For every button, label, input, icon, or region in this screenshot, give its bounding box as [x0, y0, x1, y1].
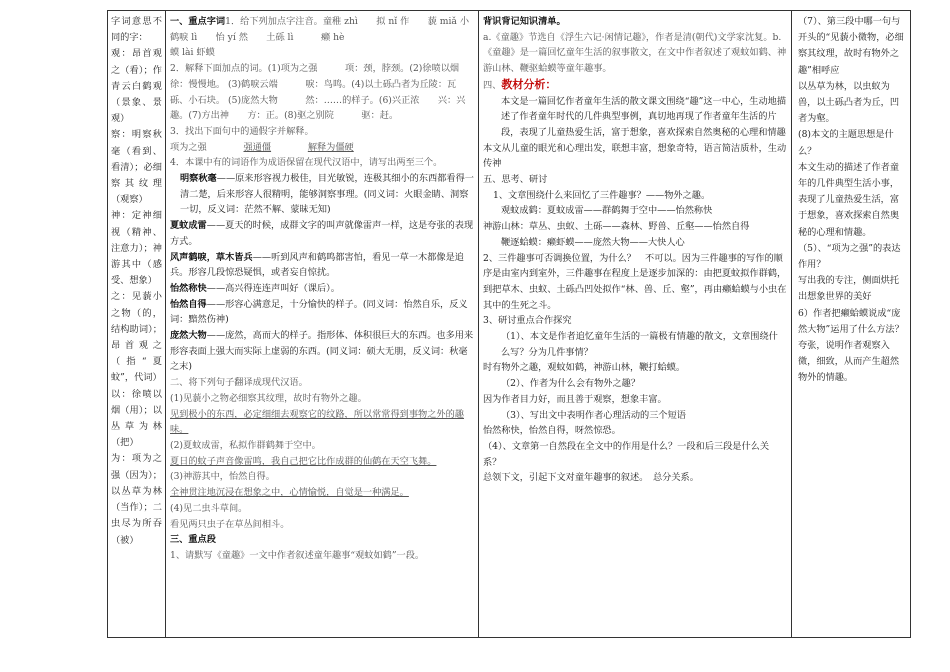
section-number: 四、	[483, 79, 502, 91]
worksheet-table	[107, 10, 911, 638]
translate-answer: 全神贯注地沉浸在想象之中，心情愉悦，自觉是一种满足。	[170, 487, 409, 499]
dictation-task: 1、请默写《童趣》一文中作者叙述童年趣事“观蚊如鹤”一段。	[170, 549, 425, 561]
answer: 时有物外之趣，观蚊如鹤，神游山林，鞭打蛤蟆。	[483, 362, 686, 374]
answer: 本文生动的描述了作者童年的几件典型生活小事，表现了儿童热爱生活，富于想象，喜欢探索自然奥秘的心理和情趣。	[798, 161, 900, 238]
answer: 以丛草为林，以虫蚁为兽，以土砾凸者为丘，凹者为壑。	[798, 80, 900, 125]
translate-question: (1)见藐小之物必细察其纹理，故时有物外之趣。	[170, 392, 367, 404]
section-heading: 五、思考、研讨	[483, 174, 548, 186]
vocab-note: 为：项为之强（因为）；以丛草为林（当作）；二虫尽为所吞（被）	[111, 453, 162, 546]
answer: 夸张，说明作者观察入微，细致，从而产生超然物外的情趣。	[798, 340, 900, 384]
section-heading: 一、重点字词	[170, 16, 226, 27]
textbook-analysis-heading: 教材分析：	[501, 77, 557, 91]
translate-answer: 夏日的蚊子声音像雷鸣，我自己把它比作成群的仙鹤在天空飞舞。	[170, 455, 437, 467]
answer: 总领下文，引起下文对童年趣事的叙述。 总分关系。	[483, 472, 699, 484]
analysis-paragraph: 本文从儿童的眼光和心理出发，联想丰富，想象奇特，语言简洁质朴，生动传神	[483, 142, 787, 170]
vocab-note: 字词意思不同的字：	[111, 16, 162, 44]
answer: 写出我的专注，侧面烘托出想象世界的美好	[798, 275, 900, 303]
idiom-term: 怡然自得	[170, 298, 207, 310]
idiom-definition: ——庞然，高而大的样子。指形体、体积很巨大的东西。也多用来形容表面上强大而实际上虚弱的东西。(同义词：硕大无朋，反义词：秋毫之末)	[170, 330, 474, 373]
question: （2）、作者为什么会有物外之趣？	[501, 378, 641, 390]
question: 6）作者把癞蛤蟆说成“庞然大物”运用了什么方法？	[798, 307, 904, 335]
checklist-title: 背识背记知识清单。	[483, 16, 566, 27]
idiom-definition: ——听到风声和鹤鸣都害怕，看见一草一木都像是追兵。形容几段惊恐疑惧，或者妄自惊扰。	[170, 251, 464, 279]
vocab-note: 观：昂首观之（看）；作青云白鹤观（景象、景观）	[111, 48, 162, 125]
idiom-definition: ——形容心满意足，十分愉快的样子。(同义词：怡然自乐，反义词：黯然伤神)	[170, 298, 468, 326]
idiom-definition: ——夏天的时候，成群文字的叫声就像雷声一样，这是夸张的表现方式。	[170, 220, 474, 247]
idiom-term: 夏蚊成雷	[170, 220, 207, 232]
answer: 观蚊成鹤：夏蚊成雷——群鹤舞于空中——怡然称快	[501, 205, 713, 217]
idiom-task: 4．本课中有的词语作为成语保留在现代汉语中，请写出两至三个。	[170, 157, 443, 169]
idiom-term: 风声鹤唳，草木皆兵	[170, 251, 253, 263]
translate-answer: 见到极小的东西，必定细细去观察它的纹路，所以常常得到事物之外的趣味。	[170, 408, 464, 436]
idiom-term: 怡然称快	[170, 282, 207, 294]
question: （5）、“项为之强”的表达作用？	[798, 242, 901, 271]
question: （1）、本文是作者追忆童年生活的一篇极有情趣的散文，文章围绕什么写？分为几件事情？	[501, 331, 778, 358]
translate-question: (3)神游其中，怡然自得。	[170, 471, 275, 483]
vocab-note: 神：定神细视（精神、注意力）；神游其中（感受、想象）	[111, 210, 162, 287]
translate-heading: 二、将下列句子翻译成现代汉语。	[170, 377, 308, 389]
vocab-note: 察：明察秋毫（看到、看清）；必细察其纹理（观察）	[111, 129, 162, 206]
translate-question: (2)夏蚊成雷，私拟作群鹤舞于空中。	[170, 439, 321, 451]
question: （4）、文章第一自然段在全文中的作用是什么？一段和后三段是什么关系？	[483, 440, 770, 468]
analysis-paragraph: 本文是一篇回忆作者童年生活的散文课文围绕“趣”这一中心，生动地描述了作者童年时代的几件典型事例，真切地再现了作者童年生活的片段，表现了儿童热爱生活，富于想象，喜欢探索自然奥秘的心理和情趣	[501, 95, 787, 138]
idiom-term: 明察秋毫	[180, 173, 217, 185]
analysis-column	[478, 10, 791, 638]
answer: 怡然称快，怡然自得，呀然惊恐。	[483, 425, 621, 437]
tongjia-meaning: 解释为僵硬	[307, 141, 354, 153]
question: 3、研讨重点合作探究	[483, 315, 572, 327]
pinyin-task-cont: 蟆 lài 虾蟆	[170, 47, 215, 59]
answer: 鞭逐蛤蟆：癞虾蟆——庞然大物——大快人心	[501, 236, 685, 248]
idiom-definition: ——原来形容视力极佳，目光敏锐，连极其细小的东西都看得一清二楚，后来形容人很精明，能够洞察事理。(同义词：火眼金睛、洞察一切，反义词：茫然不解、蒙昧无知)	[180, 173, 474, 216]
vocab-note: 以：徐喷以烟（用）；以丛草为林（把）	[111, 388, 162, 449]
translate-answer: 看见两只虫子在草丛间相斗。	[170, 518, 290, 530]
source-info: a.《童趣》节选自《浮生六记·闲情记趣》，作者是清(朝代)文学家沈复。b.《童趣》是一篇回忆童年生活的叙事散文，在文中作者叙述了观蚊如鹤、神游山林、鞭驱蛤蟆等童年趣事。	[483, 31, 787, 75]
pinyin-task: 1．给下列加点字注音。童稚 zhì 拟 nǐ 作 藐 miǎ 小 鹤唳 lì 怡 yí 然 土砾 lì 癞 hè	[170, 16, 488, 43]
translate-question: (4)见二虫斗草间。	[170, 502, 248, 514]
question: （3）、写出文中表明作者心理活动的三个短语	[501, 409, 686, 421]
tongjia-line: 项为之强	[170, 141, 207, 153]
answer: 神游山林：草丛、虫蚁、土砾——森林、野兽、丘壑——怡然自得	[483, 221, 750, 233]
vocab-column	[107, 10, 165, 638]
idiom-term: 庞然大物	[170, 330, 207, 342]
key-words-column	[165, 10, 488, 638]
question: 1、文章围绕什么来回忆了三件趣事？——物外之趣。	[493, 189, 711, 201]
section-heading: 三、重点段	[170, 534, 216, 546]
tongjia-answer: 强通僵	[243, 141, 272, 153]
define-task: 2．解释下面加点的词。(1)项为之强 项：颈，脖颈。(2)徐喷以烟 徐：慢慢地。 (3)鹤唳云端 唳：鸟鸣。(4)以土砾凸者为丘陵：瓦砾、小石块。 (5)庞然大物 然：……的样子。(6)兴正浓 兴：兴趣。(7)方出神 方：正。(8)驱之别院 驱：赶。	[170, 63, 487, 122]
vocab-note: 之：见藐小之物（的，结构助词）；昂首观之（指“夏蚊”，代词）	[111, 291, 162, 384]
tongjia-task: 3．找出下面句中的通假字并解释。	[170, 125, 314, 137]
question: (8)本文的主题思想是什么？	[798, 129, 894, 157]
answer: 因为作者目力好，而且善于观察，想象丰富。	[483, 393, 667, 405]
question: 2、三件趣事可否调换位置，为什么？ 不可以。因为三件趣事的写作的顺序是由室内到室外，三件趣事在程度上是逐步加深的：由把夏蚊拟作群鹤，到把草木、虫蚁、土砾凸凹处拟作“林、兽、丘、壑”，再由癞蛤蟆与小虫在其中的生死之斗。	[483, 252, 787, 311]
question: （7）、第三段中哪一句与开头的“见藐小微物，必细察其纹理，故时有物外之趣”相呼应	[798, 16, 904, 76]
questions-column	[791, 10, 911, 638]
idiom-definition: ——高兴得连连声叫好（课后）。	[206, 282, 340, 294]
